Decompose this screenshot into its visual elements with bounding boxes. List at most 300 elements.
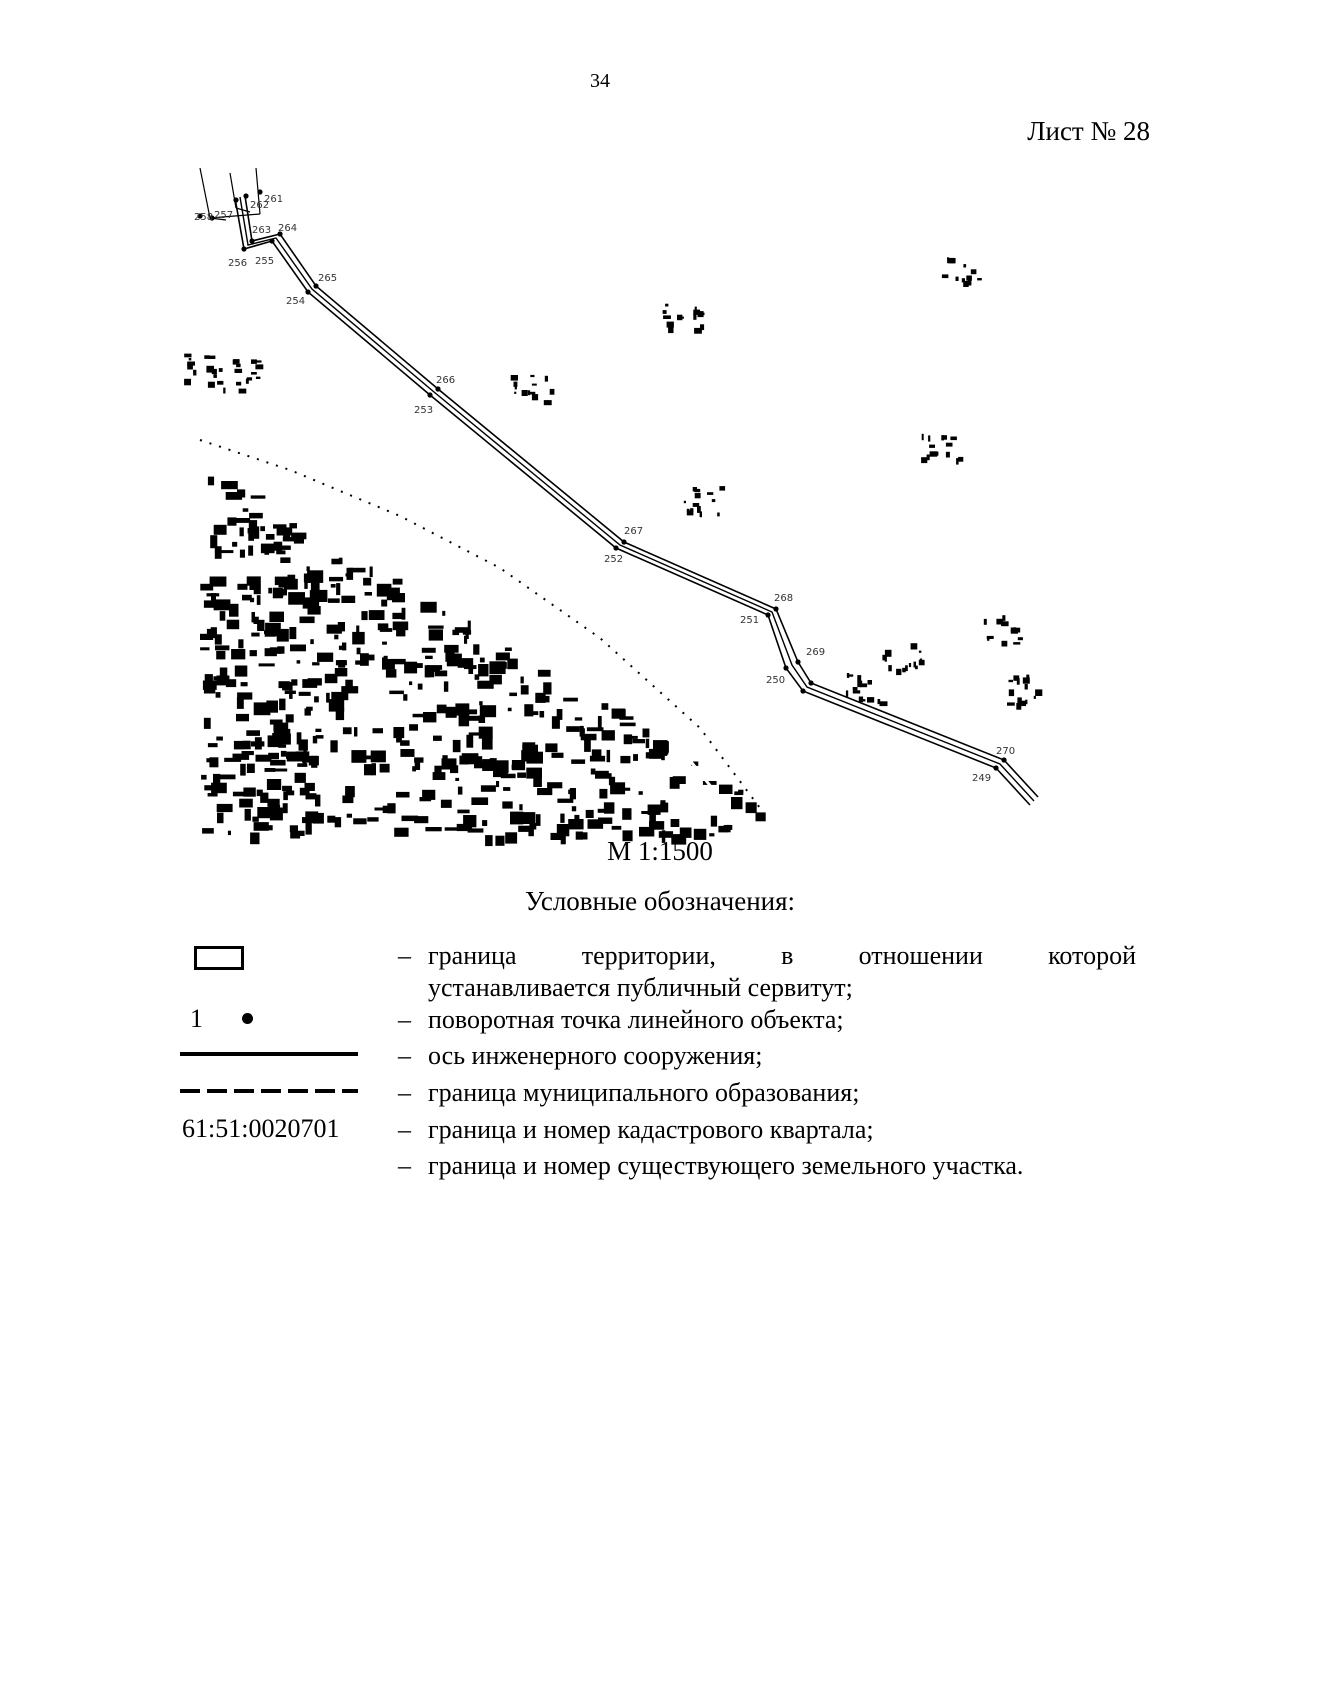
building-block	[533, 776, 542, 787]
building-block	[262, 809, 272, 818]
building-block	[535, 693, 545, 703]
building-block	[384, 588, 400, 596]
terrain-speck	[251, 359, 257, 364]
terrain-speck	[853, 687, 858, 690]
legend-title: Условные обозначения:	[524, 886, 796, 916]
rectangle-boundary-icon	[194, 946, 244, 970]
building-block	[459, 756, 468, 765]
building-block	[734, 791, 743, 795]
building-block	[568, 790, 574, 795]
building-block	[660, 803, 668, 813]
building-block	[277, 527, 293, 535]
building-block	[572, 806, 576, 811]
building-block	[307, 566, 310, 571]
building-block	[595, 771, 609, 774]
building-block	[216, 651, 225, 660]
building-block	[643, 729, 650, 738]
turning-point	[1001, 757, 1006, 762]
building-block	[300, 788, 310, 796]
terrain-speck	[515, 383, 517, 389]
building-block	[396, 731, 402, 743]
terrain-speck	[677, 315, 682, 321]
building-block	[287, 752, 302, 762]
terrain-speck	[233, 359, 239, 364]
building-block	[304, 574, 320, 583]
legend-text-line: ось инженерного сооружения;	[428, 1041, 763, 1070]
turning-point	[435, 386, 440, 391]
building-block	[204, 688, 215, 693]
building-block	[584, 739, 591, 752]
building-block	[521, 685, 529, 694]
building-block	[619, 716, 633, 720]
terrain-speck	[511, 375, 518, 381]
terrain-speck	[217, 381, 223, 385]
legend-text	[398, 1040, 1136, 1072]
building-block	[269, 612, 284, 622]
building-block	[602, 703, 609, 710]
terrain-speck	[668, 327, 673, 333]
terrain-speck	[208, 382, 215, 388]
building-block	[310, 639, 314, 644]
turning-point	[765, 612, 770, 617]
building-block	[326, 693, 330, 703]
building-block	[335, 817, 341, 827]
building-block	[288, 592, 305, 605]
terrain-speck	[193, 370, 196, 376]
terrain-speck	[919, 660, 925, 666]
map-scale: М 1:1500	[607, 836, 713, 866]
terrain-speck	[1034, 696, 1036, 699]
building-block	[444, 645, 458, 653]
building-block	[545, 743, 557, 752]
building-block	[756, 812, 766, 821]
point-labels	[194, 194, 1015, 784]
building-block	[242, 595, 252, 601]
building-block	[210, 577, 227, 587]
map-canvas	[194, 168, 1100, 836]
terrain-speck	[984, 619, 987, 625]
terrain-speck	[888, 665, 892, 671]
terrain-speck	[968, 280, 971, 286]
building-block	[252, 612, 256, 622]
building-block	[480, 705, 496, 717]
building-block	[213, 774, 220, 785]
building-block	[522, 742, 535, 750]
building-block	[246, 730, 260, 736]
building-block	[563, 698, 578, 702]
building-block	[275, 594, 283, 597]
terrain-speck	[853, 690, 860, 693]
building-block	[233, 754, 250, 760]
building-block	[574, 815, 579, 825]
building-block	[381, 600, 387, 607]
building-block	[240, 550, 245, 558]
building-block	[226, 492, 242, 500]
building-block	[518, 826, 533, 832]
terrain-speck	[213, 374, 217, 378]
turning-point	[233, 197, 238, 202]
building-block	[402, 608, 406, 620]
building-block	[447, 654, 462, 667]
building-block	[217, 813, 224, 824]
building-block	[509, 693, 517, 697]
terrain-speck	[846, 690, 848, 697]
terrain-speck	[544, 401, 549, 404]
building-block	[482, 737, 493, 750]
building-block	[200, 647, 209, 650]
building-block	[557, 799, 573, 803]
building-block	[450, 765, 458, 773]
building-block	[252, 817, 258, 822]
terrain-speck	[695, 493, 701, 499]
building-block	[208, 477, 214, 486]
building-block	[480, 658, 485, 663]
building-block	[468, 828, 484, 832]
point-symbol-label: 1	[190, 1004, 203, 1033]
building-block	[201, 775, 207, 780]
point-label-257: 257	[214, 210, 234, 221]
building-block	[266, 631, 279, 637]
building-block	[458, 787, 463, 795]
building-block	[235, 666, 248, 677]
building-block	[425, 656, 433, 659]
building-block	[328, 598, 340, 603]
building-block	[481, 785, 496, 792]
building-block	[420, 797, 432, 801]
building-block	[336, 708, 344, 720]
point-label-250: 250	[766, 675, 786, 686]
terrain-speck	[246, 379, 249, 384]
legend-text	[398, 1114, 1136, 1146]
building-block	[228, 831, 231, 835]
cadastral-number-label: 61:51:0020701	[182, 1114, 340, 1143]
building-block	[599, 789, 607, 799]
building-block	[510, 812, 523, 825]
building-block	[281, 751, 287, 757]
building-block	[365, 592, 372, 596]
building-block	[247, 576, 261, 585]
building-block	[279, 681, 290, 688]
turning-point	[269, 238, 274, 243]
building-block	[243, 741, 251, 750]
terrain-speck	[1035, 689, 1042, 696]
building-block	[393, 622, 409, 631]
building-block	[270, 720, 283, 725]
building-block	[283, 803, 288, 813]
building-block	[236, 518, 251, 523]
building-block	[361, 611, 367, 620]
building-block	[547, 782, 562, 788]
terrain-speck	[896, 669, 901, 675]
legend-dash: –	[398, 1151, 411, 1180]
building-block	[610, 782, 625, 794]
terrain-speck	[963, 264, 966, 267]
building-block	[280, 557, 290, 563]
terrain-speck	[697, 506, 701, 513]
building-block	[396, 629, 405, 636]
terrain-speck	[189, 358, 192, 361]
building-block	[349, 568, 366, 573]
terrain-speck	[717, 513, 720, 517]
building-block	[284, 579, 298, 590]
building-block	[433, 736, 442, 741]
building-block	[208, 743, 218, 747]
terrain-speck	[707, 492, 713, 495]
building-block	[505, 648, 512, 652]
building-block	[524, 704, 533, 716]
terrain-speck	[929, 445, 935, 448]
building-block	[598, 716, 602, 728]
building-block	[260, 793, 268, 803]
point-label-255: 255	[255, 256, 275, 267]
building-block	[659, 750, 668, 756]
building-block	[404, 662, 417, 674]
turning-point	[773, 606, 778, 611]
built-up-area-texture	[184, 257, 1042, 846]
terrain-speck	[977, 278, 982, 280]
building-block	[537, 788, 552, 795]
building-block	[386, 669, 397, 677]
building-block	[273, 755, 279, 759]
terrain-speck	[184, 354, 191, 358]
building-block	[473, 644, 479, 654]
terrain-speck	[514, 392, 516, 394]
building-block	[218, 550, 234, 553]
legend-symbol-land-parcel	[180, 1150, 360, 1190]
building-block	[207, 629, 217, 638]
building-block	[552, 716, 560, 729]
building-block	[338, 622, 345, 631]
legend-text	[398, 1004, 1136, 1036]
building-block	[217, 804, 233, 812]
building-block	[264, 549, 269, 555]
terrain-speck	[1013, 675, 1019, 680]
building-block	[251, 741, 264, 746]
building-block	[620, 723, 636, 727]
terrain-speck	[919, 651, 922, 653]
building-block	[290, 645, 306, 652]
building-block	[236, 714, 249, 721]
building-block	[442, 755, 447, 767]
legend-symbol-servitude-boundary	[180, 940, 360, 980]
building-block	[414, 757, 423, 762]
legend-dash: –	[398, 941, 411, 970]
building-block	[245, 809, 251, 821]
building-block	[276, 550, 285, 554]
terrain-speck	[239, 389, 247, 394]
legend-text	[398, 1077, 1136, 1109]
legend-text-line: граница территории, в отношении которой	[428, 941, 1136, 970]
terrain-speck	[880, 701, 888, 706]
building-block	[254, 585, 261, 594]
building-block	[444, 681, 448, 691]
terrain-speck	[1011, 630, 1018, 634]
terrain-speck	[857, 675, 861, 681]
building-block	[607, 750, 611, 762]
building-block	[552, 753, 564, 758]
terrain-speck	[868, 680, 873, 685]
point-label-262: 262	[250, 200, 270, 211]
terrain-speck	[522, 390, 528, 396]
legend-symbol-engineering-axis	[180, 1040, 360, 1080]
building-block	[239, 799, 253, 808]
terrain-speck	[867, 697, 874, 703]
turning-point	[800, 688, 805, 693]
building-block	[711, 816, 717, 827]
building-block	[441, 800, 452, 808]
building-block	[371, 751, 386, 763]
building-block	[719, 785, 733, 794]
terrain-speck	[1009, 680, 1014, 682]
building-block	[370, 567, 373, 578]
building-block	[306, 823, 312, 835]
terrain-speck	[687, 510, 694, 515]
building-block	[259, 663, 275, 666]
building-block	[633, 754, 638, 761]
building-block	[289, 627, 296, 639]
turning-point	[783, 665, 788, 670]
building-block	[299, 692, 311, 696]
terrain-speck	[256, 377, 261, 379]
building-block	[277, 646, 284, 653]
building-block	[312, 662, 319, 665]
terrain-speck	[971, 269, 977, 274]
terrain-speck	[860, 683, 868, 687]
building-block	[265, 768, 276, 772]
building-block	[214, 525, 227, 535]
building-block	[624, 734, 632, 744]
building-block	[227, 620, 240, 630]
building-block	[238, 639, 243, 648]
building-block	[425, 827, 441, 831]
turning-point	[993, 765, 998, 770]
building-block	[331, 584, 336, 588]
building-block	[489, 661, 505, 674]
terrain-speck	[235, 369, 243, 373]
building-block	[380, 764, 390, 773]
building-block	[718, 826, 727, 833]
building-block	[512, 760, 525, 770]
building-block	[327, 816, 335, 823]
building-block	[215, 645, 229, 650]
legend-dash: –	[398, 1005, 411, 1034]
building-block	[311, 582, 320, 591]
building-block	[302, 679, 317, 688]
building-block	[280, 734, 291, 745]
terrain-speck	[719, 486, 725, 491]
building-block	[464, 636, 467, 644]
building-block	[240, 527, 244, 536]
building-block	[316, 735, 324, 739]
building-block	[445, 827, 462, 830]
terrain-speck	[530, 375, 534, 377]
terrain-speck	[694, 328, 702, 334]
building-block	[219, 775, 236, 780]
terrain-speck	[529, 392, 536, 395]
building-block	[455, 778, 459, 781]
building-block	[204, 600, 215, 607]
terrain-speck	[684, 501, 686, 503]
sheet-label: Лист № 28	[1027, 116, 1150, 146]
building-block	[338, 660, 345, 668]
terrain-speck	[694, 489, 700, 492]
building-block	[639, 791, 643, 795]
building-block	[502, 801, 512, 808]
point-label-268: 268	[774, 593, 794, 604]
building-block	[272, 733, 277, 738]
building-block	[479, 701, 482, 705]
building-block	[560, 814, 564, 823]
building-block	[543, 682, 551, 694]
building-block	[213, 676, 223, 680]
turning-point	[313, 283, 318, 288]
terrain-speck	[187, 363, 193, 370]
legend-text	[398, 940, 1136, 1004]
building-block	[731, 797, 743, 809]
building-block	[538, 670, 551, 677]
building-block	[341, 596, 355, 603]
legend-dash: –	[398, 1115, 411, 1144]
legend-text-line: граница муниципального образования;	[428, 1078, 860, 1107]
point-label-269: 269	[806, 647, 826, 658]
building-block	[297, 763, 307, 767]
terrain-speck	[914, 662, 917, 668]
legend-text-line: граница и номер существующего земельного участка.	[428, 1151, 1024, 1180]
building-block	[648, 805, 661, 815]
building-block	[467, 716, 479, 721]
legend-text-line: устанавливается публичный сервитут;	[428, 973, 853, 1002]
turning-point	[257, 189, 262, 194]
building-block	[622, 808, 631, 820]
terrain-speck	[859, 697, 863, 703]
building-block	[446, 707, 457, 718]
turning-point	[808, 680, 813, 685]
building-block	[360, 653, 369, 666]
building-block	[241, 682, 248, 686]
building-block	[364, 764, 373, 775]
building-block	[249, 513, 263, 519]
terrain-speck	[223, 388, 225, 394]
building-block	[268, 588, 272, 594]
building-block	[336, 583, 340, 595]
building-block	[396, 792, 410, 798]
point-label-251: 251	[740, 615, 760, 626]
building-block	[248, 546, 253, 556]
turning-point	[241, 246, 246, 251]
building-block	[389, 691, 404, 695]
terrain-speck	[212, 369, 217, 374]
terrain-speck	[1009, 689, 1014, 696]
legend-symbol-turning-point	[180, 1004, 360, 1044]
building-block	[378, 623, 389, 630]
terrain-speck	[236, 364, 241, 368]
building-block	[429, 629, 443, 640]
terrain-speck	[1007, 702, 1015, 705]
point-label-249: 249	[972, 773, 992, 784]
building-block	[220, 668, 228, 677]
building-block	[205, 674, 213, 686]
building-block	[234, 741, 243, 750]
building-block	[463, 815, 476, 827]
building-block	[346, 573, 351, 576]
building-block	[646, 739, 650, 748]
building-block	[468, 665, 473, 674]
terrain-speck	[942, 274, 949, 278]
terrain-speck	[909, 663, 911, 667]
building-block	[315, 729, 321, 732]
building-block	[649, 821, 664, 830]
building-block	[354, 727, 357, 736]
